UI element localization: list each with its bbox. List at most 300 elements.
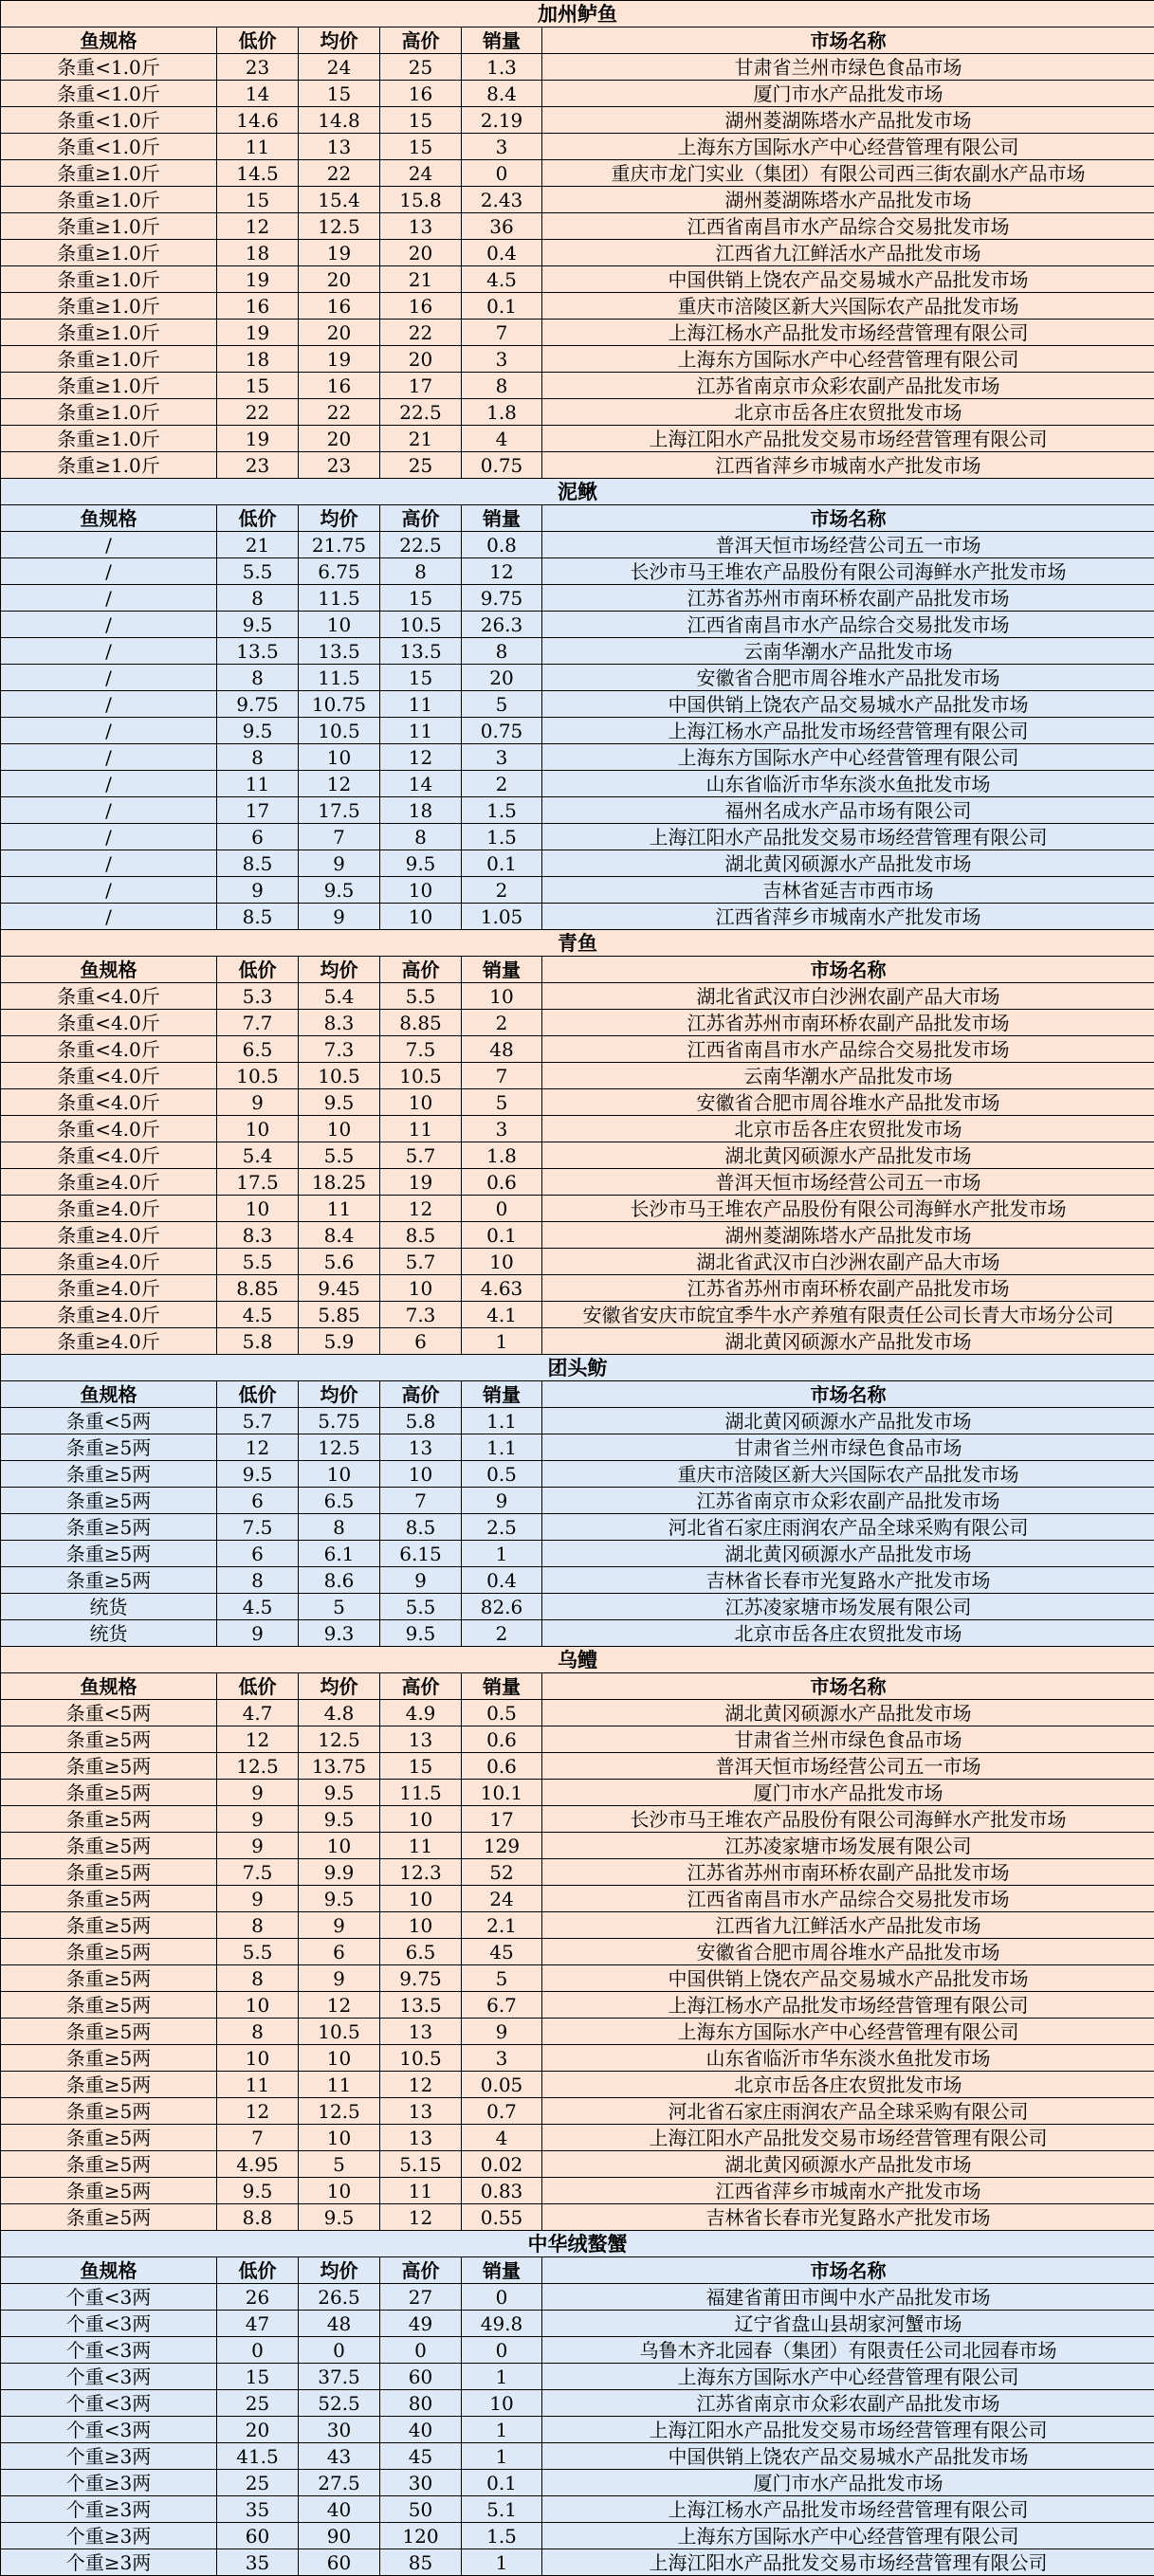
- volume-cell: 26.3: [462, 612, 542, 638]
- section-title: 中华绒螯蟹: [1, 2231, 1154, 2257]
- volume-cell: 0: [462, 2337, 542, 2364]
- avg-price-cell: 9.3: [299, 1620, 380, 1647]
- table-row: [1, 1965, 1154, 1992]
- high-price-cell: 13: [380, 2019, 462, 2045]
- avg-price-header: 均价: [299, 957, 380, 983]
- low-price-cell: 11: [217, 771, 299, 797]
- low-price-cell: 9.5: [217, 612, 299, 638]
- table-row: [1, 1196, 1154, 1222]
- table-row: [1, 638, 1154, 665]
- high-price-cell: 13.5: [380, 638, 462, 665]
- table-row: [1, 293, 1154, 320]
- low-price-cell: 9.5: [217, 718, 299, 744]
- table-row: [1, 54, 1154, 81]
- high-price-cell: 0: [380, 2337, 462, 2364]
- market-name-cell: 长沙市马王堆农产品股份有限公司海鲜水产批发市场: [542, 1806, 1154, 1833]
- spec-cell: 条重≥5两: [1, 1780, 217, 1806]
- spec-cell: /: [1, 744, 217, 771]
- spec-cell: 条重≥1.0斤: [1, 426, 217, 452]
- spec-cell: 条重<4.0斤: [1, 1063, 217, 1089]
- high-price-cell: 24: [380, 160, 462, 187]
- avg-price-cell: 27.5: [299, 2470, 380, 2496]
- volume-cell: 0.75: [462, 452, 542, 479]
- high-price-cell: 11: [380, 2178, 462, 2204]
- spec-cell: 个重≥3两: [1, 2443, 217, 2470]
- high-price-cell: 12.3: [380, 1859, 462, 1886]
- volume-cell: 9.75: [462, 585, 542, 612]
- volume-header: 销量: [462, 1673, 542, 1700]
- avg-price-cell: 10: [299, 612, 380, 638]
- table-row: [1, 2284, 1154, 2311]
- table-row: [1, 983, 1154, 1010]
- volume-cell: 1.1: [462, 1408, 542, 1434]
- table-row: [1, 1992, 1154, 2019]
- high-price-cell: 13: [380, 2125, 462, 2151]
- avg-price-cell: 10: [299, 2178, 380, 2204]
- volume-cell: 1.3: [462, 54, 542, 81]
- table-row: [1, 1833, 1154, 1859]
- low-price-cell: 14.5: [217, 160, 299, 187]
- market-name-cell: 普洱天恒市场经营公司五一市场: [542, 1169, 1154, 1196]
- volume-cell: 3: [462, 2045, 542, 2072]
- spec-cell: 条重<4.0斤: [1, 1089, 217, 1116]
- table-row: [1, 213, 1154, 240]
- market-name-cell: 上海江杨水产品批发市场经营管理有限公司: [542, 320, 1154, 346]
- avg-price-cell: 12: [299, 771, 380, 797]
- volume-cell: 2.43: [462, 187, 542, 213]
- low-price-cell: 0: [217, 2337, 299, 2364]
- avg-price-cell: 8.6: [299, 1567, 380, 1594]
- low-price-cell: 6.5: [217, 1036, 299, 1063]
- volume-cell: 6.7: [462, 1992, 542, 2019]
- low-price-cell: 19: [217, 266, 299, 293]
- volume-cell: 17: [462, 1806, 542, 1833]
- avg-price-cell: 6.5: [299, 1488, 380, 1514]
- market-name-cell: 湖北省武汉市白沙洲农副产品大市场: [542, 1249, 1154, 1275]
- volume-header: 销量: [462, 505, 542, 532]
- spec-header: 鱼规格: [1, 27, 217, 54]
- avg-price-cell: 22: [299, 160, 380, 187]
- market-name-cell: 河北省石家庄雨润农产品全球采购有限公司: [542, 1514, 1154, 1541]
- market-name-header: 市场名称: [542, 957, 1154, 983]
- high-price-cell: 8: [380, 558, 462, 585]
- table-row: [1, 2204, 1154, 2231]
- table-row: [1, 2496, 1154, 2523]
- spec-cell: 条重<4.0斤: [1, 983, 217, 1010]
- high-price-cell: 22.5: [380, 399, 462, 426]
- market-name-cell: 中国供销上饶农产品交易城水产品批发市场: [542, 2443, 1154, 2470]
- spec-cell: 条重≥1.0斤: [1, 266, 217, 293]
- volume-cell: 0.8: [462, 532, 542, 558]
- spec-cell: /: [1, 797, 217, 824]
- spec-cell: 条重<4.0斤: [1, 1036, 217, 1063]
- avg-price-cell: 5.4: [299, 983, 380, 1010]
- avg-price-header: 均价: [299, 1673, 380, 1700]
- low-price-cell: 12: [217, 2098, 299, 2125]
- spec-cell: 条重≥5两: [1, 1859, 217, 1886]
- spec-cell: /: [1, 824, 217, 850]
- market-name-cell: 吉林省长春市光复路水产批发市场: [542, 1567, 1154, 1594]
- high-price-cell: 13: [380, 1434, 462, 1461]
- avg-price-cell: 5.85: [299, 1302, 380, 1328]
- section-title-row: [1, 1355, 1154, 1381]
- avg-price-cell: 9.5: [299, 1806, 380, 1833]
- avg-price-cell: 21.75: [299, 532, 380, 558]
- spec-cell: 条重≥5两: [1, 1541, 217, 1567]
- volume-cell: 129: [462, 1833, 542, 1859]
- table-row: [1, 1169, 1154, 1196]
- avg-price-cell: 12.5: [299, 1726, 380, 1753]
- high-price-cell: 8.5: [380, 1222, 462, 1249]
- high-price-cell: 85: [380, 2549, 462, 2576]
- avg-price-cell: 16: [299, 373, 380, 399]
- low-price-cell: 15: [217, 2364, 299, 2390]
- section-title: 加州鲈鱼: [1, 1, 1154, 27]
- table-row: [1, 346, 1154, 373]
- low-price-cell: 17: [217, 797, 299, 824]
- avg-price-cell: 6.75: [299, 558, 380, 585]
- market-name-cell: 江苏省南京市众彩农副产品批发市场: [542, 373, 1154, 399]
- table-row: [1, 2470, 1154, 2496]
- high-price-cell: 5.5: [380, 983, 462, 1010]
- market-name-cell: 上海东方国际水产中心经营管理有限公司: [542, 2523, 1154, 2549]
- market-name-cell: 湖北黄冈硕源水产品批发市场: [542, 2151, 1154, 2178]
- low-price-cell: 6: [217, 1488, 299, 1514]
- spec-header: 鱼规格: [1, 505, 217, 532]
- table-row: [1, 1142, 1154, 1169]
- spec-cell: 统货: [1, 1620, 217, 1647]
- high-price-cell: 8.85: [380, 1010, 462, 1036]
- avg-price-cell: 24: [299, 54, 380, 81]
- high-price-cell: 10: [380, 1089, 462, 1116]
- low-price-cell: 12.5: [217, 1753, 299, 1780]
- market-name-cell: 湖北省武汉市白沙洲农副产品大市场: [542, 983, 1154, 1010]
- low-price-cell: 60: [217, 2523, 299, 2549]
- market-name-cell: 安徽省安庆市皖宜季牛水产养殖有限责任公司长青大市场分公司: [542, 1302, 1154, 1328]
- low-price-cell: 23: [217, 452, 299, 479]
- high-price-header: 高价: [380, 1673, 462, 1700]
- avg-price-cell: 10: [299, 1461, 380, 1488]
- low-price-cell: 7.5: [217, 1514, 299, 1541]
- table-row: [1, 1806, 1154, 1833]
- low-price-header: 低价: [217, 505, 299, 532]
- low-price-cell: 8: [217, 585, 299, 612]
- avg-price-header: 均价: [299, 1381, 380, 1408]
- volume-cell: 1: [462, 1541, 542, 1567]
- avg-price-cell: 12.5: [299, 1434, 380, 1461]
- volume-cell: 0.83: [462, 2178, 542, 2204]
- low-price-cell: 5.8: [217, 1328, 299, 1355]
- volume-cell: 4.63: [462, 1275, 542, 1302]
- avg-price-cell: 13.5: [299, 638, 380, 665]
- spec-cell: 个重≥3两: [1, 2496, 217, 2523]
- market-name-cell: 福建省莆田市闽中水产品批发市场: [542, 2284, 1154, 2311]
- avg-price-cell: 60: [299, 2549, 380, 2576]
- spec-cell: 条重≥5两: [1, 2151, 217, 2178]
- avg-price-cell: 9.5: [299, 877, 380, 904]
- table-row: [1, 81, 1154, 107]
- table-row: [1, 1726, 1154, 1753]
- low-price-cell: 5.5: [217, 558, 299, 585]
- low-price-cell: 7.7: [217, 1010, 299, 1036]
- high-price-cell: 13: [380, 2098, 462, 2125]
- avg-price-cell: 8.3: [299, 1010, 380, 1036]
- high-price-cell: 12: [380, 1196, 462, 1222]
- volume-cell: 2.19: [462, 107, 542, 134]
- market-name-cell: 江苏省南京市众彩农副产品批发市场: [542, 1488, 1154, 1514]
- market-name-cell: 江苏省南京市众彩农副产品批发市场: [542, 2390, 1154, 2417]
- spec-cell: 个重<3两: [1, 2284, 217, 2311]
- volume-cell: 0.1: [462, 2470, 542, 2496]
- volume-cell: 0: [462, 1196, 542, 1222]
- spec-cell: 条重≥1.0斤: [1, 373, 217, 399]
- volume-cell: 1: [462, 1328, 542, 1355]
- market-name-cell: 长沙市马王堆农产品股份有限公司海鲜水产批发市场: [542, 1196, 1154, 1222]
- market-name-cell: 长沙市马王堆农产品股份有限公司海鲜水产批发市场: [542, 558, 1154, 585]
- table-row: [1, 744, 1154, 771]
- low-price-cell: 19: [217, 426, 299, 452]
- avg-price-cell: 9: [299, 904, 380, 930]
- table-row: [1, 532, 1154, 558]
- avg-price-cell: 52.5: [299, 2390, 380, 2417]
- spec-cell: 条重≥1.0斤: [1, 160, 217, 187]
- high-price-cell: 80: [380, 2390, 462, 2417]
- market-name-cell: 上海东方国际水产中心经营管理有限公司: [542, 2019, 1154, 2045]
- spec-cell: 条重≥5两: [1, 2204, 217, 2231]
- market-name-cell: 江苏省苏州市南环桥农副产品批发市场: [542, 1010, 1154, 1036]
- low-price-cell: 9: [217, 1620, 299, 1647]
- avg-price-cell: 5: [299, 1594, 380, 1620]
- market-name-cell: 江苏凌家塘市场发展有限公司: [542, 1594, 1154, 1620]
- market-name-cell: 湖北黄冈硕源水产品批发市场: [542, 1328, 1154, 1355]
- spec-cell: /: [1, 718, 217, 744]
- avg-price-cell: 11: [299, 1196, 380, 1222]
- high-price-cell: 12: [380, 2204, 462, 2231]
- low-price-cell: 4.7: [217, 1700, 299, 1726]
- volume-cell: 8: [462, 373, 542, 399]
- high-price-cell: 20: [380, 240, 462, 266]
- low-price-cell: 9: [217, 1780, 299, 1806]
- volume-cell: 9: [462, 2019, 542, 2045]
- volume-cell: 0.5: [462, 1700, 542, 1726]
- high-price-cell: 30: [380, 2470, 462, 2496]
- table-row: [1, 558, 1154, 585]
- avg-price-cell: 15: [299, 81, 380, 107]
- market-name-cell: 重庆市龙门实业（集团）有限公司西三街农副水产品市场: [542, 160, 1154, 187]
- column-header-row: [1, 27, 1154, 54]
- table-row: [1, 160, 1154, 187]
- avg-price-cell: 14.8: [299, 107, 380, 134]
- avg-price-cell: 17.5: [299, 797, 380, 824]
- high-price-cell: 9: [380, 1567, 462, 1594]
- spec-cell: /: [1, 532, 217, 558]
- market-name-cell: 江西省南昌市水产品综合交易批发市场: [542, 213, 1154, 240]
- avg-price-cell: 40: [299, 2496, 380, 2523]
- volume-cell: 5: [462, 691, 542, 718]
- avg-price-cell: 6.1: [299, 1541, 380, 1567]
- market-name-cell: 江苏凌家塘市场发展有限公司: [542, 1833, 1154, 1859]
- avg-price-cell: 43: [299, 2443, 380, 2470]
- avg-price-cell: 10.5: [299, 1063, 380, 1089]
- volume-cell: 0.5: [462, 1461, 542, 1488]
- volume-cell: 0.05: [462, 2072, 542, 2098]
- avg-price-cell: 9.9: [299, 1859, 380, 1886]
- low-price-header: 低价: [217, 957, 299, 983]
- spec-cell: 条重≥1.0斤: [1, 187, 217, 213]
- spec-cell: 条重≥5两: [1, 2072, 217, 2098]
- avg-price-header: 均价: [299, 2257, 380, 2284]
- market-name-cell: 江西省九江鲜活水产品批发市场: [542, 1912, 1154, 1939]
- table-row: [1, 320, 1154, 346]
- avg-price-cell: 12.5: [299, 213, 380, 240]
- high-price-cell: 15: [380, 1753, 462, 1780]
- market-name-cell: 山东省临沂市华东淡水鱼批发市场: [542, 2045, 1154, 2072]
- table-row: [1, 1859, 1154, 1886]
- table-row: [1, 691, 1154, 718]
- volume-cell: 20: [462, 665, 542, 691]
- low-price-cell: 16: [217, 293, 299, 320]
- market-name-cell: 云南华潮水产品批发市场: [542, 1063, 1154, 1089]
- low-price-cell: 9.5: [217, 2178, 299, 2204]
- avg-price-cell: 5: [299, 2151, 380, 2178]
- volume-header: 销量: [462, 27, 542, 54]
- spec-cell: 条重≥5两: [1, 1833, 217, 1859]
- spec-cell: 条重<1.0斤: [1, 107, 217, 134]
- high-price-cell: 12: [380, 744, 462, 771]
- spec-cell: 条重≥5两: [1, 1434, 217, 1461]
- avg-price-cell: 9.45: [299, 1275, 380, 1302]
- low-price-cell: 8: [217, 1912, 299, 1939]
- avg-price-cell: 6: [299, 1939, 380, 1965]
- volume-cell: 9: [462, 1488, 542, 1514]
- high-price-cell: 5.5: [380, 1594, 462, 1620]
- volume-cell: 1: [462, 2417, 542, 2443]
- volume-cell: 1.1: [462, 1434, 542, 1461]
- avg-price-cell: 10.75: [299, 691, 380, 718]
- spec-cell: 条重≥5两: [1, 1806, 217, 1833]
- market-name-cell: 安徽省合肥市周谷堆水产品批发市场: [542, 665, 1154, 691]
- volume-cell: 0.6: [462, 1726, 542, 1753]
- market-name-cell: 河北省石家庄雨润农产品全球采购有限公司: [542, 2098, 1154, 2125]
- avg-price-cell: 10.5: [299, 718, 380, 744]
- high-price-cell: 22: [380, 320, 462, 346]
- table-row: [1, 1488, 1154, 1514]
- low-price-cell: 5.3: [217, 983, 299, 1010]
- avg-price-cell: 18.25: [299, 1169, 380, 1196]
- volume-cell: 0.1: [462, 293, 542, 320]
- market-name-header: 市场名称: [542, 1381, 1154, 1408]
- column-header-row: [1, 505, 1154, 532]
- table-row: [1, 585, 1154, 612]
- spec-cell: 条重≥5两: [1, 2019, 217, 2045]
- market-name-cell: 江西省南昌市水产品综合交易批发市场: [542, 1886, 1154, 1912]
- table-row: [1, 2151, 1154, 2178]
- table-row: [1, 1328, 1154, 1355]
- volume-cell: 1: [462, 2443, 542, 2470]
- high-price-cell: 16: [380, 81, 462, 107]
- volume-cell: 36: [462, 213, 542, 240]
- market-name-cell: 湖州菱湖陈塔水产品批发市场: [542, 187, 1154, 213]
- market-name-cell: 江苏省苏州市南环桥农副产品批发市场: [542, 1859, 1154, 1886]
- volume-cell: 1.5: [462, 797, 542, 824]
- high-price-cell: 11.5: [380, 1780, 462, 1806]
- column-header-row: [1, 957, 1154, 983]
- high-price-cell: 14: [380, 771, 462, 797]
- market-name-header: 市场名称: [542, 1673, 1154, 1700]
- table-row: [1, 2125, 1154, 2151]
- table-row: [1, 718, 1154, 744]
- spec-cell: /: [1, 612, 217, 638]
- high-price-cell: 11: [380, 691, 462, 718]
- market-name-cell: 山东省临沂市华东淡水鱼批发市场: [542, 771, 1154, 797]
- volume-cell: 3: [462, 1116, 542, 1142]
- high-price-cell: 60: [380, 2364, 462, 2390]
- table-row: [1, 1514, 1154, 1541]
- spec-cell: /: [1, 558, 217, 585]
- low-price-cell: 7.5: [217, 1859, 299, 1886]
- volume-cell: 2.1: [462, 1912, 542, 1939]
- market-name-cell: 上海江阳水产品批发交易市场经营管理有限公司: [542, 2549, 1154, 2576]
- high-price-cell: 13.5: [380, 1992, 462, 2019]
- avg-price-cell: 11.5: [299, 665, 380, 691]
- low-price-cell: 5.5: [217, 1249, 299, 1275]
- high-price-cell: 10: [380, 1461, 462, 1488]
- table-row: [1, 1886, 1154, 1912]
- spec-cell: 条重≥1.0斤: [1, 320, 217, 346]
- low-price-cell: 11: [217, 134, 299, 160]
- market-name-cell: 云南华潮水产品批发市场: [542, 638, 1154, 665]
- market-name-cell: 上海江阳水产品批发交易市场经营管理有限公司: [542, 2417, 1154, 2443]
- avg-price-cell: 48: [299, 2311, 380, 2337]
- high-price-cell: 8.5: [380, 1514, 462, 1541]
- volume-cell: 5: [462, 1965, 542, 1992]
- spec-cell: /: [1, 771, 217, 797]
- high-price-cell: 49: [380, 2311, 462, 2337]
- avg-price-cell: 13.75: [299, 1753, 380, 1780]
- high-price-cell: 10: [380, 1912, 462, 1939]
- volume-cell: 0.55: [462, 2204, 542, 2231]
- high-price-cell: 18: [380, 797, 462, 824]
- avg-price-cell: 10.5: [299, 2019, 380, 2045]
- spec-cell: 条重<1.0斤: [1, 134, 217, 160]
- volume-cell: 0.1: [462, 1222, 542, 1249]
- low-price-cell: 8: [217, 744, 299, 771]
- column-header-row: [1, 1381, 1154, 1408]
- volume-cell: 1.8: [462, 399, 542, 426]
- volume-cell: 4.5: [462, 266, 542, 293]
- high-price-cell: 17: [380, 373, 462, 399]
- high-price-cell: 15: [380, 665, 462, 691]
- spec-cell: 个重≥3两: [1, 2470, 217, 2496]
- avg-price-cell: 0: [299, 2337, 380, 2364]
- market-name-cell: 上海东方国际水产中心经营管理有限公司: [542, 134, 1154, 160]
- market-name-cell: 甘肃省兰州市绿色食品市场: [542, 54, 1154, 81]
- high-price-cell: 10: [380, 877, 462, 904]
- avg-price-cell: 10: [299, 744, 380, 771]
- table-row: [1, 665, 1154, 691]
- market-name-cell: 重庆市涪陵区新大兴国际农产品批发市场: [542, 1461, 1154, 1488]
- volume-cell: 10: [462, 983, 542, 1010]
- table-row: [1, 266, 1154, 293]
- low-price-cell: 4.95: [217, 2151, 299, 2178]
- low-price-cell: 23: [217, 54, 299, 81]
- low-price-cell: 8: [217, 1567, 299, 1594]
- spec-cell: 条重≥4.0斤: [1, 1196, 217, 1222]
- market-name-cell: 湖北黄冈硕源水产品批发市场: [542, 1541, 1154, 1567]
- section-title-row: [1, 2231, 1154, 2257]
- spec-cell: 条重≥1.0斤: [1, 346, 217, 373]
- spec-cell: /: [1, 850, 217, 877]
